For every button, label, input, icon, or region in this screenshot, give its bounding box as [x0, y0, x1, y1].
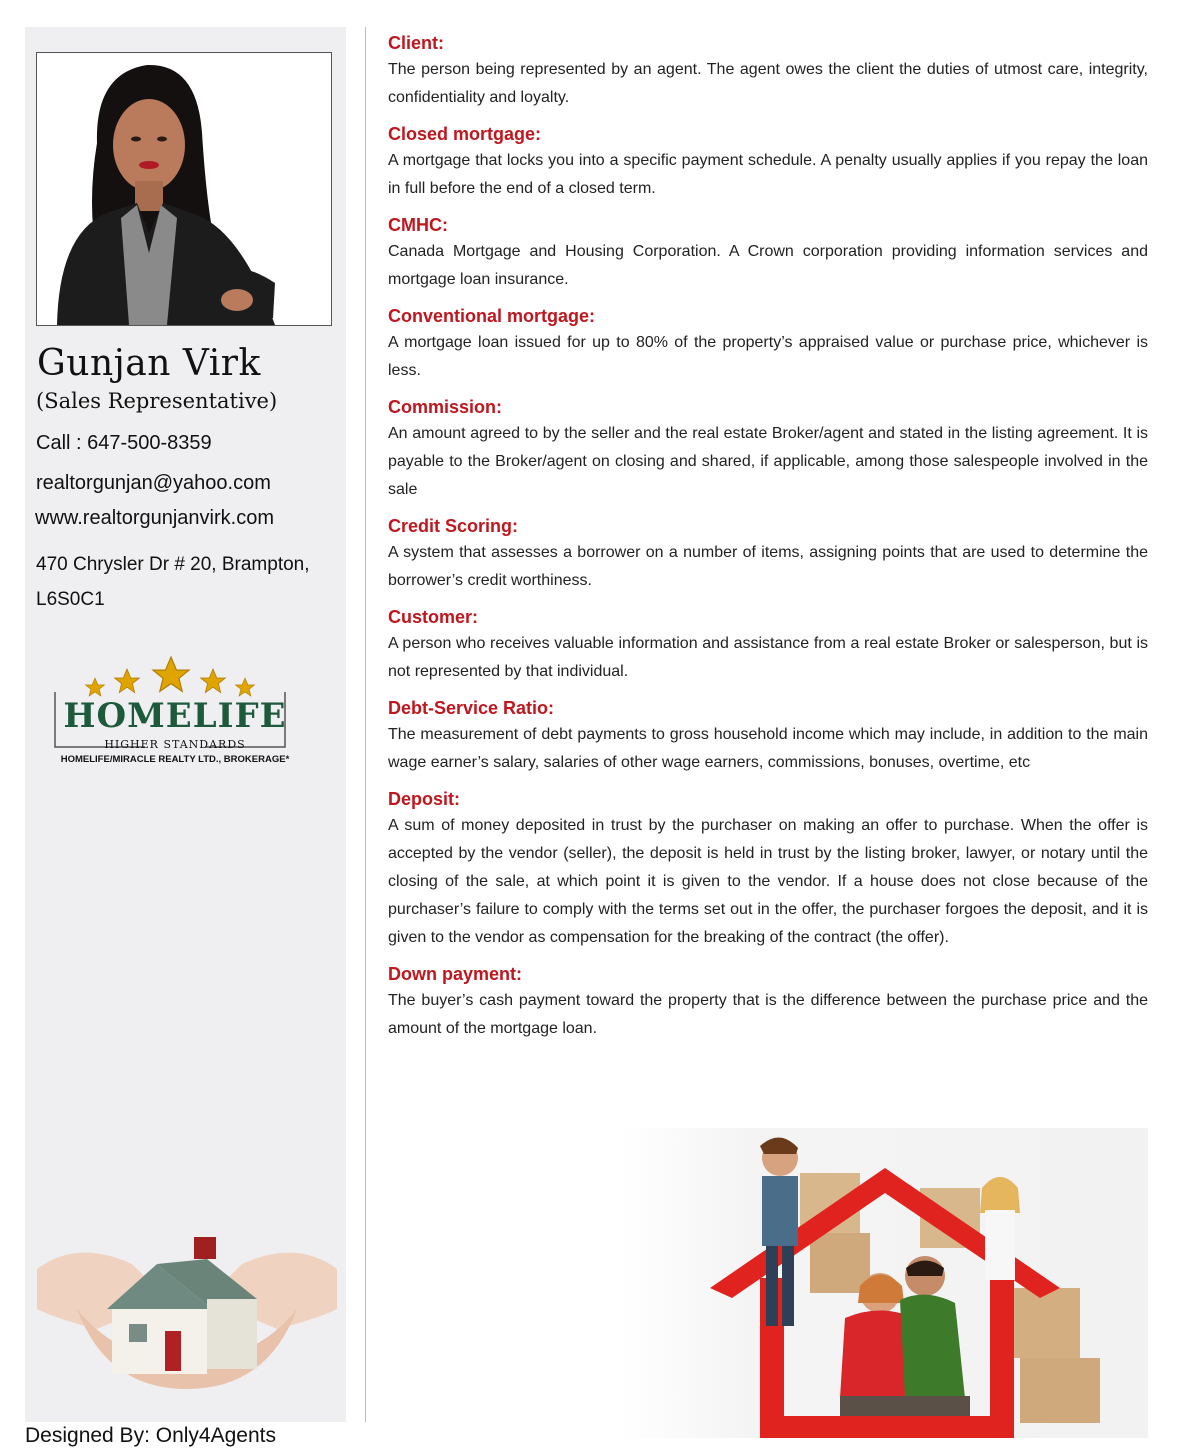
homelife-logo	[45, 652, 305, 772]
glossary-term: Deposit:	[388, 789, 460, 809]
agent-portrait-image	[37, 53, 331, 325]
agent-title: (Sales Representative)	[36, 389, 278, 413]
family-house-image	[620, 1128, 1148, 1438]
agent-sidebar	[25, 27, 346, 1422]
glossary-entry	[388, 513, 1148, 595]
logo-brand: HOMELIFE	[63, 696, 287, 736]
glossary-entry	[388, 30, 1148, 112]
glossary-definition: A person who receives valuable information and assistance from a real estate Broker or salesperson, but is not represented by that individual.	[388, 635, 1148, 680]
glossary-entry	[388, 786, 1148, 952]
glossary-term: Down payment:	[388, 964, 523, 984]
glossary-term: Customer:	[388, 607, 479, 627]
glossary-term: Credit Scoring:	[388, 516, 519, 536]
glossary-definition: The measurement of debt payments to gross household income which may include, in addition to the main wage earner’s salary, salaries of other wage earners, commissions, bonuses, overtime, etc	[388, 726, 1148, 771]
glossary-definition: The buyer’s cash payment toward the property that is the difference between the purchase price and the amount of the mortgage loan.	[388, 992, 1148, 1037]
agent-email[interactable]: realtorgunjan@yahoo.com	[36, 472, 271, 494]
agent-website[interactable]: www.realtorgunjanvirk.com	[35, 507, 274, 529]
glossary-definition: Canada Mortgage and Housing Corporation. A Crown corporation providing information services and mortgage loan insurance.	[388, 243, 1148, 288]
agent-photo	[36, 52, 332, 326]
logo-brokerage: HOMELIFE/MIRACLE REALTY LTD., BROKERAGE*	[60, 754, 290, 765]
hands-house-image	[37, 1159, 337, 1399]
agent-phone[interactable]: Call : 647-500-8359	[36, 432, 212, 454]
glossary-entry	[388, 695, 1148, 777]
glossary-term: Conventional mortgage:	[388, 306, 596, 326]
glossary-definition: A system that assesses a borrower on a number of items, assigning points that are used to determine the borrower’s credit worthiness.	[388, 544, 1148, 589]
glossary-definition: A mortgage loan issued for up to 80% of the property’s appraised value or purchase price, whichever is less.	[388, 334, 1148, 379]
glossary-entry	[388, 121, 1148, 203]
logo-tagline: HIGHER STANDARDS	[104, 738, 246, 751]
glossary-entry	[388, 303, 1148, 385]
designer-credit: Designed By: Only4Agents	[25, 1424, 276, 1447]
column-divider	[365, 27, 366, 1422]
family-with-house-frame-icon	[620, 1128, 1148, 1438]
agent-name: Gunjan Virk	[37, 343, 261, 384]
glossary-term: Debt-Service Ratio:	[388, 698, 555, 718]
glossary-list	[388, 30, 1148, 1052]
glossary-definition: A sum of money deposited in trust by the purchaser on making an offer to purchase. When the offer is accepted by the vendor (seller), the deposit is held in trust by the listing broker, lawyer, or notary until the closing of the sale, at which point it is given to the vendor. If a house does not close because of the purchaser’s failure to comply with the terms set out in the offer, the purchaser forgoes the deposit, and it is given to the vendor as compensation for the breaking of the contract (the offer).	[388, 817, 1148, 946]
glossary-entry	[388, 961, 1148, 1043]
glossary-definition: The person being represented by an agent. The agent owes the client the duties of utmost care, integrity, confidentiality and loyalty.	[388, 61, 1148, 106]
glossary-term: Commission:	[388, 397, 503, 417]
glossary-entry	[388, 212, 1148, 294]
glossary-entry	[388, 394, 1148, 504]
glossary-term: CMHC:	[388, 215, 448, 235]
glossary-definition: An amount agreed to by the seller and the real estate Broker/agent and stated in the listing agreement. It is payable to the Broker/agent on closing and shared, if applicable, among those salespeople involved in the sale	[388, 425, 1148, 498]
glossary-term: Closed mortgage:	[388, 124, 542, 144]
agent-address: 470 Chrysler Dr # 20, Brampton, L6S0C1	[36, 554, 310, 610]
glossary-term: Client:	[388, 33, 444, 53]
glossary-definition: A mortgage that locks you into a specific payment schedule. A penalty usually applies if you repay the loan in full before the end of a closed term.	[388, 152, 1148, 197]
glossary-entry	[388, 604, 1148, 686]
house-in-hands-icon	[37, 1159, 337, 1399]
